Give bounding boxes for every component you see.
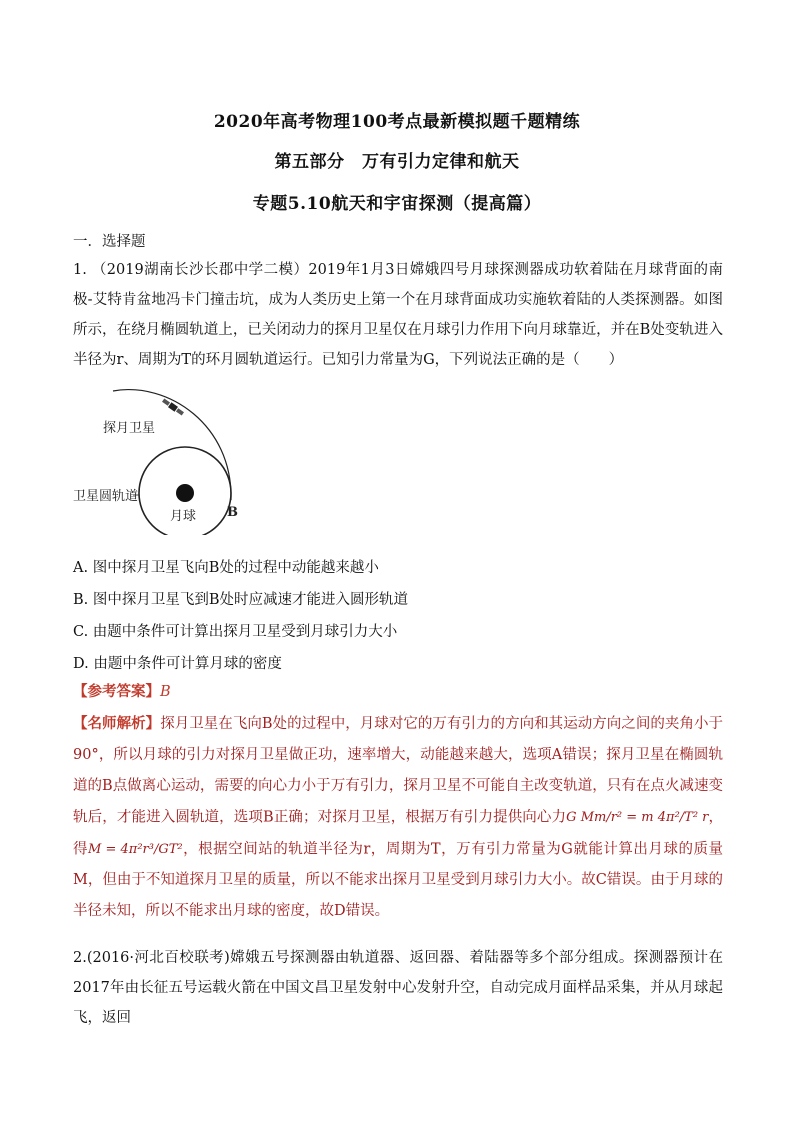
reference-answer (73, 680, 171, 701)
answer-tag: 【参考答案】 (73, 683, 160, 700)
option-a: A. 图中探月卫星飞向B处的过程中动能越来越小 (73, 560, 379, 576)
analysis-text-3: ，根据空间站的轨道半径为r，周期为T，万有引力常量为G就能计算出月球的质量M，但由于不知道探月卫星的质量，所以不能求出探月卫星受到月球引力大小。故C错误。由于月球的半径未知，所以不能求出月球的密度，故D错误。 (73, 841, 724, 919)
formula-mass: M = 4π²r³/GT² (88, 841, 183, 857)
analysis-text-1: 探月卫星在飞向B处的过程中，月球对它的万有引力的方向和其运动方向之间的夹角小于90°，所以月球的引力对探月卫星做正功，速率增大，动能越来越大，选项A错误；探月卫星在椭圆轨道的B点做离心运动，需要的向心力小于万有引力，探月卫星不可能自主改变轨道，只有在点火减速变轨后，才能进入圆轨道，选项B正确；对探月卫星，根据万有引力提供向心力 (73, 716, 724, 826)
part-title: 第五部分 万有引力定律和航天 (274, 152, 520, 172)
section-heading: 一．选择题 (73, 234, 146, 250)
question-1-text: 1. （2019湖南长沙长郡中学二模）2019年1月3日嫦娥四号月球探测器成功软着陆在月球背面的南极-艾特肯盆地冯卡门撞击坑，成为人类历史上第一个在月球背面成功实施软着陆的人类探测器。如图所示，在绕月椭圆轨道上，已关闭动力的探月卫星仅在月球引力作用下向月球靠近，并在B处变轨进入半径为r、周期为T的环月圆轨道运行。已知引力常量为G，下列说法正确的是（ ） (73, 262, 723, 368)
topic-title: 专题5.10航天和宇宙探测（提高篇） (252, 194, 542, 214)
label-moon: 月球 (170, 509, 197, 524)
label-satellite: 探月卫星 (103, 421, 156, 436)
analysis-text-2: ，得 (73, 809, 724, 857)
option-d: D. 由题中条件可计算月球的密度 (73, 656, 282, 672)
formula-gravity: G Mm/r² = m 4π²/T² r (566, 810, 709, 825)
label-point-b: B (227, 505, 238, 520)
answer-value: B (160, 684, 171, 700)
option-c: C. 由题中条件可计算出探月卫星受到月球引力大小 (73, 624, 398, 640)
analysis-tag: 【名师解析】 (73, 715, 161, 732)
document-title: 2020年高考物理100考点最新模拟题千题精练 (213, 112, 581, 132)
moon-body (176, 484, 194, 502)
orbit-diagram (73, 385, 263, 535)
expert-analysis (73, 708, 723, 927)
label-circular-orbit: 卫星圆轨道 (73, 489, 139, 504)
option-b: B. 图中探月卫星飞到B处时应减速才能进入圆形轨道 (73, 592, 409, 608)
question-2-text: 2.(2016·河北百校联考)嫦娥五号探测器由轨道器、返回器、着陆器等多个部分组成。探测器预计在2017年由长征五号运载火箭在中国文昌卫星发射中心发射升空，自动完成月面样品采集，并从月球起飞，返回 (73, 950, 723, 1026)
